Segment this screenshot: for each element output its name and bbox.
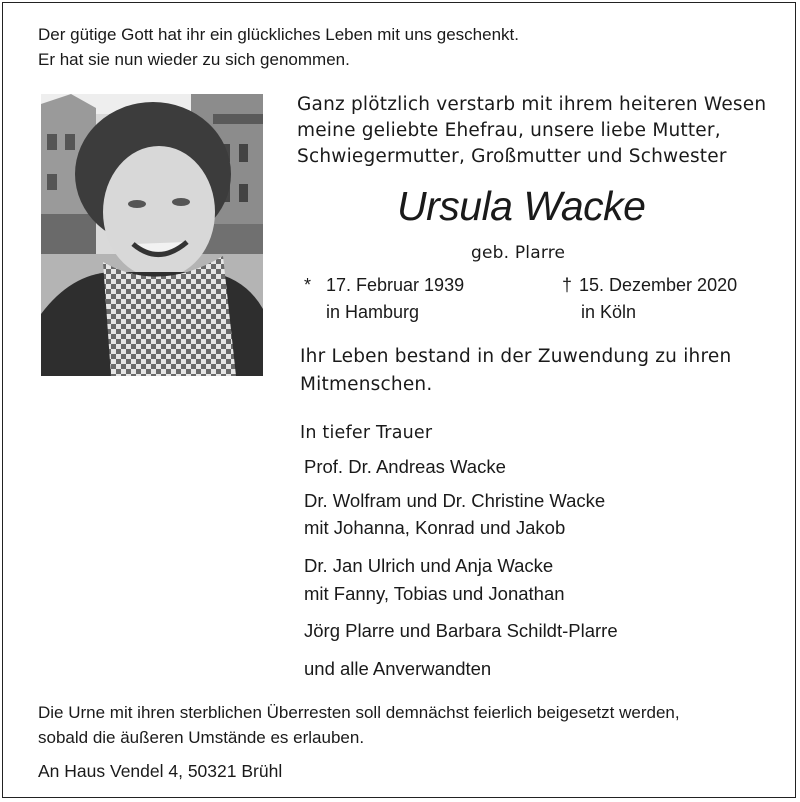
family-entry: Prof. Dr. Andreas Wacke	[304, 456, 506, 477]
intro-line-1: Der gütige Gott hat ihr ein glückliches Leben mit uns geschenkt.	[38, 25, 519, 44]
burial-line-2: sobald die äußeren Umstände es erlauben.	[38, 728, 365, 747]
tribute-line-1: Ihr Leben bestand in der Zuwendung zu ihren	[300, 346, 732, 367]
family-entry: mit Fanny, Tobias und Jonathan	[304, 583, 565, 604]
announcement-line-1: Ganz plötzlich verstarb mit ihrem heiteren Wesen	[297, 94, 767, 115]
family-entry: Dr. Wolfram und Dr. Christine Wacke	[304, 490, 606, 511]
family-entry: Jörg Plarre und Barbara Schildt-Plarre	[304, 620, 618, 641]
maiden-name: geb. Plarre	[471, 243, 566, 263]
death-place: in Köln	[581, 302, 637, 322]
announcement-line-3: Schwiegermutter, Großmutter und Schwester	[297, 146, 727, 167]
announcement-line-2: meine geliebte Ehefrau, unsere liebe Mutter,	[297, 120, 721, 141]
family-entry: mit Johanna, Konrad und Jakob	[304, 517, 566, 538]
death-date: 15. Dezember 2020	[579, 275, 738, 295]
birth-date: 17. Februar 1939	[326, 275, 465, 295]
intro-line-2: Er hat sie nun wieder zu sich genommen.	[38, 50, 350, 69]
mourning-heading: In tiefer Trauer	[300, 423, 433, 443]
family-entry: und alle Anverwandten	[304, 658, 492, 679]
portrait-photo	[41, 94, 263, 376]
deceased-name: Ursula Wacke	[397, 183, 646, 229]
burial-line-1: Die Urne mit ihren sterblichen Überresten soll demnächst feierlich beigesetzt werden,	[38, 703, 680, 722]
tribute-line-2: Mitmenschen.	[300, 374, 433, 395]
birth-place: in Hamburg	[326, 302, 420, 322]
birth-symbol: *	[304, 275, 312, 295]
address: An Haus Vendel 4, 50321 Brühl	[38, 761, 283, 781]
family-entry: Dr. Jan Ulrich und Anja Wacke	[304, 555, 554, 576]
death-symbol: †	[562, 275, 573, 295]
